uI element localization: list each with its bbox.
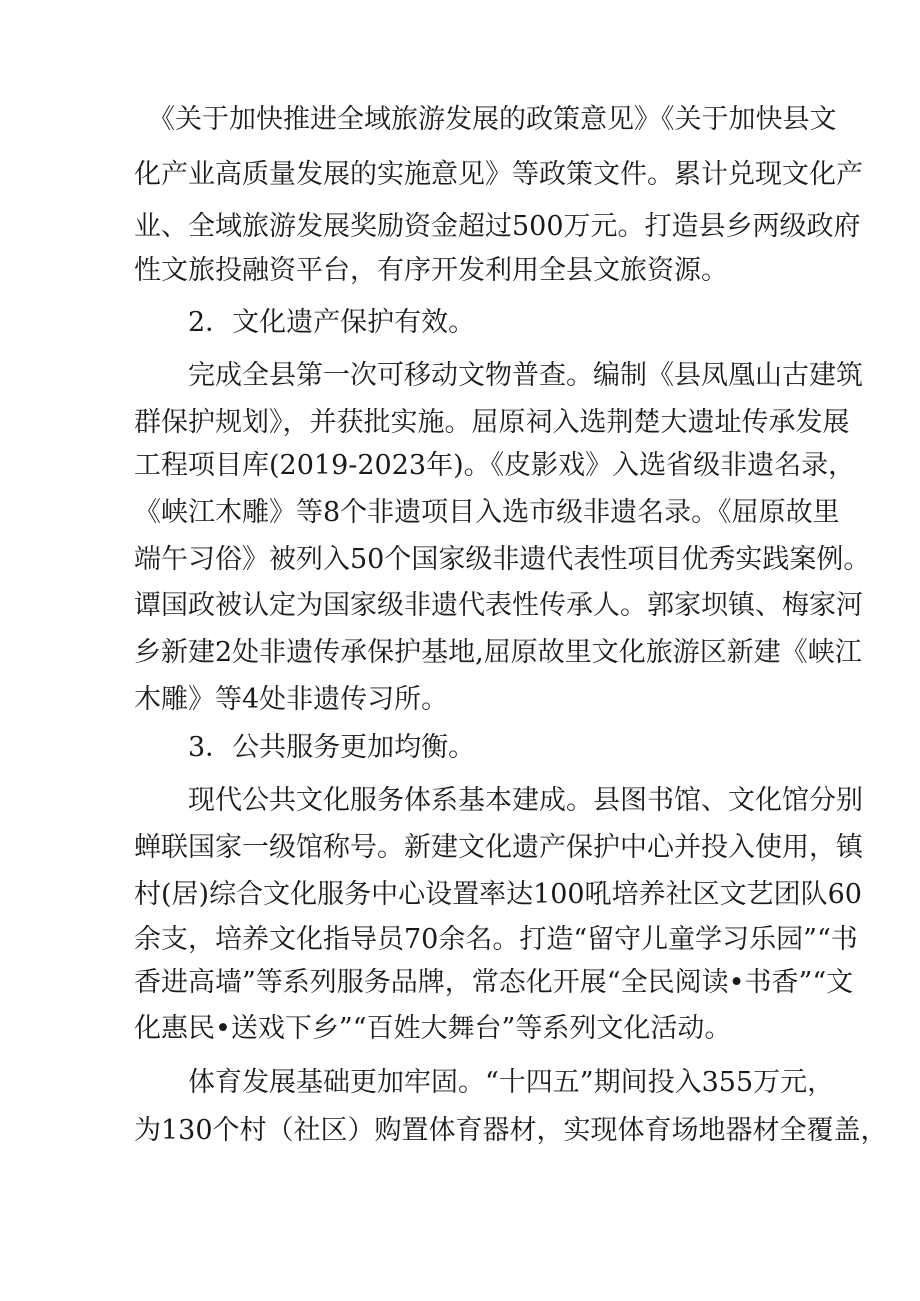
section-heading: 2．文化遗产保护有效。 [188, 307, 476, 338]
text-line: 完成全县第一次可移动文物普查。编制《县凤凰山古建筑 [188, 360, 863, 391]
text-line: 群保护规划》，并获批实施。屈原祠入选荆楚大遗址传承发展 [134, 407, 850, 438]
text-line: 余支，培养文化指导员70余名。打造“留守儿童学习乐园”“书 [134, 924, 858, 955]
text-line: 《关于加快推进全域旅游发展的政策意见》《关于加快县文 [148, 104, 837, 135]
text-line: 乡新建2处非遗传承保护基地,屈原故里文化旅游区新建《峡江 [134, 637, 862, 668]
text-line: 业、全域旅游发展奖励资金超过500万元。打造县乡两级政府 [134, 211, 861, 242]
text-line: 端午习俗》被列入50个国家级非遗代表性项目优秀实践案例。 [134, 544, 871, 575]
text-line: 蝉联国家一级馆称号。新建文化遗产保护中心并投入使用，镇 [134, 832, 863, 863]
text-line: 谭国政被认定为国家级非遗代表性传承人。郭家坝镇、梅家河 [134, 590, 863, 621]
text-line: 性文旅投融资平台，有序开发利用全县文旅资源。 [134, 255, 728, 286]
text-line: 现代公共文化服务体系基本建成。县图书馆、文化馆分别 [188, 785, 863, 816]
text-line: 体育发展基础更加牢固。“十四五”期间投入355万元， [188, 1067, 835, 1098]
text-line: 木雕》等4处非遗传习所。 [134, 684, 449, 715]
text-line: 化产业高质量发展的实施意见》等政策文件。累计兑现文化产 [134, 159, 863, 190]
text-line: 为130个村（社区）购置体育器材，实现体育场地器材全覆盖， [134, 1115, 888, 1146]
text-line: 香进高墙”等系列服务品牌，常态化开展“全民阅读•书香”“文 [134, 967, 854, 998]
text-line: 工程项目库(2019-2023年)。《皮影戏》入选省级非遗名录， [134, 450, 856, 481]
text-line: 《峡江木雕》等8个非遗项目入选市级非遗名录。《屈原故里 [134, 497, 840, 528]
section-heading: 3．公共服务更加均衡。 [188, 732, 476, 763]
text-line: 化惠民•送戏下乡”“百姓大舞台”等系列文化活动。 [134, 1013, 732, 1044]
text-line: 村(居)综合文化服务中心设置率达100吼培养社区文艺团队60 [134, 879, 862, 910]
